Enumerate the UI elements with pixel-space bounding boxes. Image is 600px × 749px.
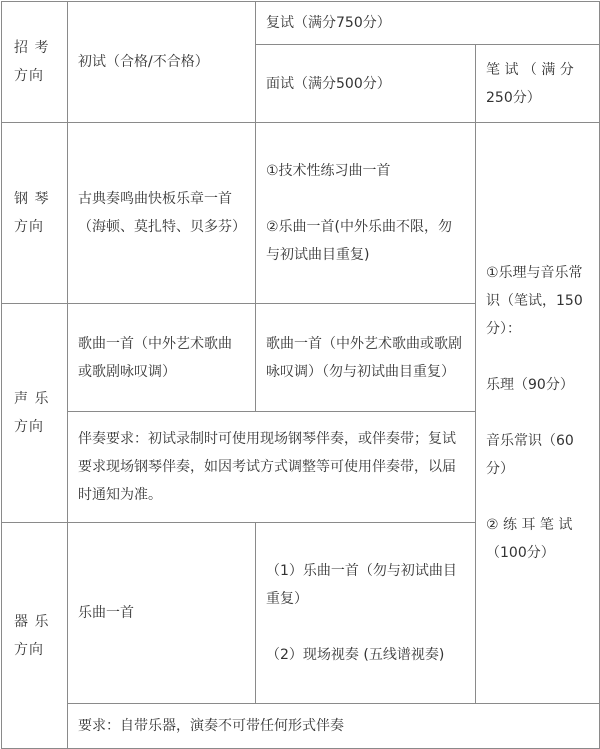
header-direction-cell: 招 考 方向 [2, 2, 68, 123]
instrumental-direction-cell: 器 乐 方向 [2, 523, 68, 749]
piano-interview-item: ①技术性练习曲一首 [266, 163, 391, 179]
written-content-item: ② 练 耳 笔 试（100分） [486, 517, 573, 561]
instrumental-interview-item: （2）现场视奏 (五线谱视奏) [266, 647, 445, 663]
header-interview-cell: 面试（满分500分） [256, 45, 476, 123]
table-row [2, 2, 600, 45]
header-written-cell: 笔 试 （ 满 分 250分） [476, 45, 600, 123]
vocal-direction-cell: 声 乐 方向 [2, 304, 68, 523]
piano-direction-cell: 钢 琴 方向 [2, 123, 68, 304]
written-content-cell [476, 123, 600, 704]
table-row [2, 123, 600, 304]
piano-preliminary-cell: 古典奏鸣曲快板乐章一首（海顿、莫扎特、贝多芬） [68, 123, 256, 304]
instrumental-interview-cell [256, 523, 476, 704]
written-content-item: 乐理（90分） [486, 377, 574, 393]
vocal-accompaniment-note: 伴奏要求：初试录制时可使用现场钢琴伴奏，或伴奏带；复试要求现场钢琴伴奏，如因考试方式调整等可使用伴奏带，以届时通知为准。 [68, 412, 476, 523]
vocal-preliminary-cell: 歌曲一首（中外艺术歌曲或歌剧咏叹调） [68, 304, 256, 412]
table-row [2, 704, 600, 749]
instrumental-requirement: 要求：自带乐器，演奏不可带任何形式伴奏 [68, 704, 600, 749]
instrumental-preliminary-cell: 乐曲一首 [68, 523, 256, 704]
written-content-item: 音乐常识（60分） [486, 433, 574, 477]
instrumental-interview-item: （1）乐曲一首（勿与初试曲目重复） [266, 563, 457, 607]
header-retest-cell: 复试（满分750分） [256, 2, 600, 45]
exam-requirements-table [1, 1, 600, 749]
header-preliminary-cell: 初试（合格/不合格） [68, 2, 256, 123]
piano-interview-cell [256, 123, 476, 304]
written-content-item: ①乐理与音乐常识（笔试，150分）： [486, 265, 583, 337]
vocal-interview-cell: 歌曲一首（中外艺术歌曲或歌剧咏叹调）（勿与初试曲目重复） [256, 304, 476, 412]
piano-interview-item: ②乐曲一首(中外乐曲不限，勿与初试曲目重复) [266, 219, 453, 263]
